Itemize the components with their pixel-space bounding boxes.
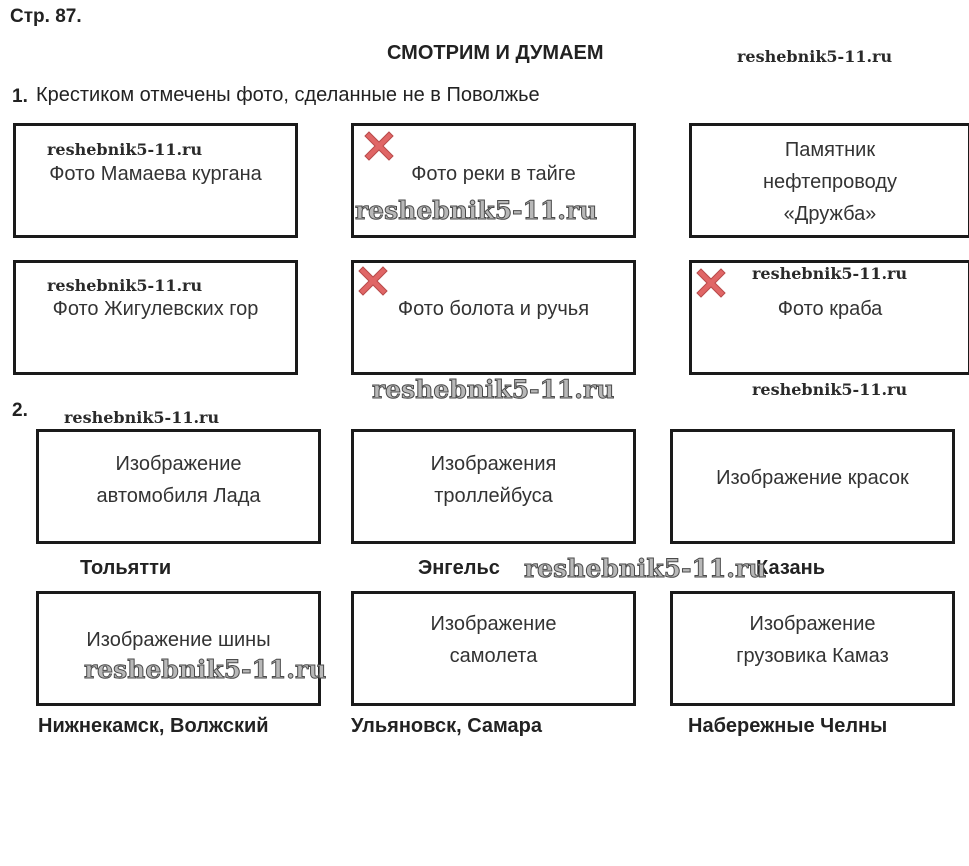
task-1-text: Крестиком отмечены фото, сделанные не в Поволжье — [36, 84, 540, 106]
box-text: Изображение — [749, 613, 876, 635]
box-text: «Дружба» — [783, 203, 877, 225]
box-text: Изображение — [430, 613, 557, 635]
box-text: самолета — [449, 645, 538, 667]
page-number: Стр. 87. — [10, 6, 82, 27]
box-text: нефтепроводу — [762, 171, 898, 193]
watermark: reshebnik5-11.ru — [372, 375, 615, 404]
box-text: Фото краба — [777, 298, 883, 320]
photo-box-zhiguli-mountains — [13, 260, 298, 375]
image-box-trolleybus — [351, 429, 636, 544]
red-cross-icon — [363, 130, 395, 162]
box-text: автомобиля Лада — [96, 485, 261, 507]
box-text: Фото Жигулевских гор — [52, 298, 259, 320]
image-box-paints — [670, 429, 955, 544]
watermark: reshebnik5-11.ru — [64, 408, 220, 427]
section-heading: СМОТРИМ И ДУМАЕМ — [387, 42, 604, 64]
watermark: reshebnik5-11.ru — [524, 554, 767, 583]
caption-nizhnekamsk-volzhsky: Нижнекамск, Волжский — [38, 715, 269, 737]
box-text: Изображение — [115, 453, 242, 475]
task-1-number: 1. — [12, 86, 28, 107]
image-box-airplane — [351, 591, 636, 706]
caption-kazan: Казань — [756, 557, 825, 579]
photo-box-mamaev-kurgan — [13, 123, 298, 238]
photo-box-druzhba-monument — [689, 123, 969, 238]
watermark: reshebnik5-11.ru — [47, 140, 203, 159]
watermark: reshebnik5-11.ru — [752, 380, 908, 399]
watermark: reshebnik5-11.ru — [752, 264, 908, 283]
box-text: грузовика Камаз — [736, 645, 889, 667]
box-text: Фото Мамаева кургана — [49, 163, 262, 185]
photo-box-swamp-stream — [351, 260, 636, 375]
image-box-tire — [36, 591, 321, 706]
watermark: reshebnik5-11.ru — [355, 196, 598, 225]
image-box-lada-car — [36, 429, 321, 544]
red-cross-icon — [695, 267, 727, 299]
watermark: reshebnik5-11.ru — [737, 47, 893, 66]
caption-ulyanovsk-samara: Ульяновск, Самара — [351, 715, 542, 737]
box-text: Изображение красок — [716, 467, 909, 489]
photo-box-crab — [689, 260, 969, 375]
watermark: reshebnik5-11.ru — [47, 276, 203, 295]
task-2-number: 2. — [12, 400, 28, 421]
box-text: Памятник — [784, 139, 876, 161]
caption-naberezhnye-chelny: Набережные Челны — [688, 715, 888, 737]
box-text: троллейбуса — [434, 485, 553, 507]
image-box-kamaz-truck — [670, 591, 955, 706]
watermark: reshebnik5-11.ru — [84, 655, 327, 684]
caption-engels: Энгельс — [418, 557, 500, 579]
box-text: Изображение шины — [86, 629, 271, 651]
box-text: Фото реки в тайге — [411, 163, 576, 185]
box-text: Изображения — [430, 453, 557, 475]
red-cross-icon — [357, 265, 389, 297]
box-text: Фото болота и ручья — [397, 298, 590, 320]
caption-togliatti: Тольятти — [80, 557, 172, 579]
